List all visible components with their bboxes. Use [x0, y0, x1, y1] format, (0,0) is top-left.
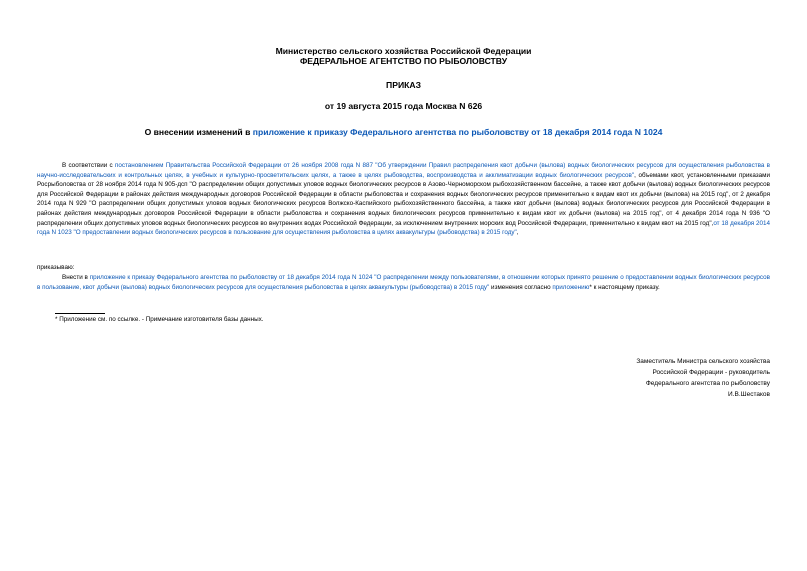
p1-link-decree-887[interactable]: постановлением Правительства Российской Федерации от 26 ноября 2008 года N 887 "Об утверждении Правил распределения квот добычи (вылова) водных биологических ресурсов для осуществления рыболовства в научно-исследовательских и контрольных целях, в учебных и культурно-просветительских целях, а также в целях рыбоводства, воспроизводства и акклиматизации водных биологических ресурсов"	[37, 162, 771, 179]
footnote-divider	[55, 313, 105, 314]
p2-link-appendix-1024[interactable]: приложение к приказу Федерального агентства по рыболовству от 18 декабря 2014 года N 1024 "О распределении между пользователями, в отношении которых принято решение о предоставлении водных биологических ресурсов в пользование, квот добычи (вылова) водных биологических ресурсов для осуществления рыболовства в целях аквакультуры (рыбоводства) в 2015 году"	[37, 274, 770, 291]
order-label: приказываю:	[37, 264, 75, 271]
p1-link-order-1023[interactable]: от 18 декабря 2014 года N 1023 "О предоставлении водных биологических ресурсов в пользование для осуществления рыболовства в целях аквакультуры (рыбоводства) в 2015 году"	[37, 219, 770, 237]
p2-link-appendix[interactable]: приложению	[552, 283, 590, 291]
signature-line-2: Российской Федерации - руководитель	[652, 369, 770, 376]
p1-text-3: ,	[516, 229, 519, 237]
p1-text-1: В соответствии с	[62, 162, 115, 169]
ministry-name: Министерство сельского хозяйства Российской Федерации	[275, 46, 532, 56]
document-type: ПРИКАЗ	[386, 80, 421, 90]
document-date: от 19 августа 2015 года Москва N 626	[324, 101, 483, 111]
p2-text-2: изменения согласно	[489, 283, 553, 291]
p1-text-2: , объемами квот, установленными приказами Росрыболовства от 28 ноября 2014 года N 905-дсп "О распределении общих допустимых уловов водных биологических ресурсов в Азово-Черноморском рыбохозяйственном бассейне, а также квот добычи (вылова) водных биологических ресурсов для Российской Федерации в районах действия международных договоров Российской Федерации в области рыболовства и сохранения водных биологических ресурсов применительно к видам квот их добычи (вылова) на 2015 год", от 2 декабря 2014 года N 929 "О распределении общих допустимых уловов водных биологических ресурсов Волжско-Каспийского рыбохозяйственного бассейна, а также квот добычи (вылова) водных биологических ресурсов для Российской Федерации в районах действия международных договоров Российской Федерации в области рыболовства и сохранения водных биологических ресурсов применительно к видам квот их добычи (вылова) на 2015 год", от 4 декабря 2014 года N 936 "О распределении общих допустимых уловов водных биологических ресурсов во внутренних водах Российской Федерации, за исключением внутренних морских вод Российской Федерации, применительно к видам квот на 2015 год",	[37, 171, 770, 227]
signature-name: И.В.Шестаков	[728, 391, 770, 398]
agency-name: ФЕДЕРАЛЬНОЕ АГЕНТСТВО ПО РЫБОЛОВСТВУ	[299, 56, 508, 66]
paragraph-order	[37, 273, 770, 292]
paragraph-preamble	[37, 161, 770, 238]
p2-text-1: Внести в	[62, 274, 90, 281]
p2-text-3: * к настоящему приказу.	[589, 283, 660, 291]
document-subject	[0, 127, 807, 138]
signature-block	[636, 356, 770, 400]
footnote: * Приложение см. по ссылке. - Примечание изготовителя базы данных.	[55, 316, 264, 323]
subject-prefix: О внесении изменений в	[144, 127, 253, 137]
signature-line-1: Заместитель Министра сельского хозяйства	[636, 358, 770, 365]
signature-line-3: Федерального агентства по рыболовству	[645, 380, 770, 387]
subject-link[interactable]: приложение к приказу Федерального агентства по рыболовству от 18 декабря 2014 года N 1024	[252, 127, 663, 137]
